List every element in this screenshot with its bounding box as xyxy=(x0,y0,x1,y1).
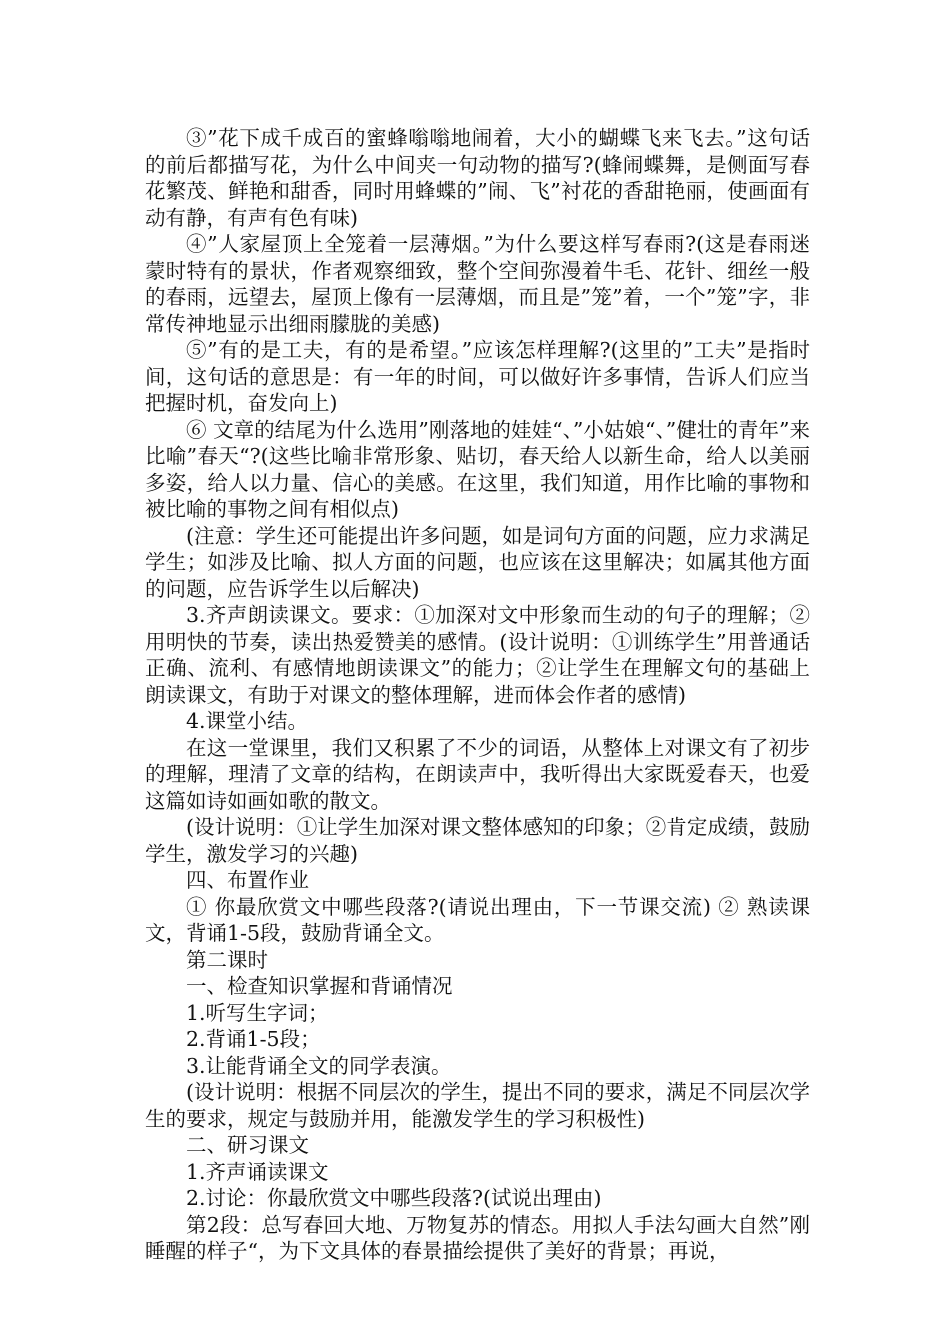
paragraph-summary-design-note: (设计说明：①让学生加深对课文整体感知的印象；②肯定成绩，鼓励学生，激发学习的兴趣) xyxy=(145,815,810,866)
paragraph-bee-butterfly-question: ③”花下成千成百的蜜蜂嗡嗡地闹着，大小的蝴蝶飞来飞去。”这句话的前后都描写花，为什么中间夹一句动物的描写?(蜂闹蝶舞，是侧面写春花繁茂、鲜艳和甜香，同时用蜂蝶的”闹、飞”衬花的香甜艳丽，使画面有动有静，有声有色有味) xyxy=(145,126,810,230)
section-heading-review: 一、检查知识掌握和背诵情况 xyxy=(186,974,453,998)
paragraph-section-two-analysis: 第2段：总写春回大地、万物复苏的情态。用拟人手法勾画大自然”刚睡醒的样子“，为下文具体的春景描绘提供了美好的背景；再说， xyxy=(145,1212,810,1263)
section-heading-study-text: 二、研习课文 xyxy=(186,1133,309,1157)
paragraph-ending-metaphor-question: ⑥ 文章的结尾为什么选用”刚落地的娃娃“、”小姑娘“、”健壮的青年”来比喻”春天“?(这些比喻非常形象、贴切，春天给人以新生命，给人以美丽多姿，给人以力量、信心的美感。在这里，我们知道，用作比喻的事物和被比喻的事物之间有相似点) xyxy=(145,417,810,521)
paragraph-homework-items: ① 你最欣赏文中哪些段落?(请说出理由，下一节课交流) ② 熟读课文，背诵1-5段，鼓励背诵全文。 xyxy=(145,894,810,945)
section-heading-homework: 四、布置作业 xyxy=(186,868,309,892)
document-body xyxy=(145,125,810,1265)
paragraph-time-hope-question: ⑤”有的是工夫，有的是希望。”应该怎样理解?(这里的”工夫”是指时间，这句话的意思是：有一年的时间，可以做好许多事情，告诉人们应当把握时机，奋发向上) xyxy=(145,338,810,415)
lesson-heading-second: 第二课时 xyxy=(186,947,268,972)
list-item-recite-together: 1.齐声诵读课文 xyxy=(186,1159,329,1184)
paragraph-read-aloud-task: 3.齐声朗读课文。要求：①加深对文中形象而生动的句子的理解；②用明快的节奏，读出热爱赞美的感情。(设计说明：①训练学生”用普通话正确、流利、有感情地朗读课文”的能力；②让学生在理解文句的基础上朗读课文，有助于对课文的整体理解，进而体会作者的感情) xyxy=(145,603,810,707)
paragraph-class-summary-heading: 4.课堂小结。 xyxy=(186,709,309,733)
paragraph-review-design-note: (设计说明：根据不同层次的学生，提出不同的要求，满足不同层次学生的要求，规定与鼓励并用，能激发学生的学习积极性) xyxy=(145,1080,810,1131)
paragraph-teacher-note: (注意：学生还可能提出许多问题，如是词句方面的问题，应力求满足学生；如涉及比喻、拟人方面的问题，也应该在这里解决；如属其他方面的问题，应告诉学生以后解决) xyxy=(145,523,810,601)
paragraph-spring-rain-question: ④”人家屋顶上全笼着一层薄烟。”为什么要这样写春雨?(这是春雨迷蒙时特有的景状，作者观察细致，整个空间弥漫着牛毛、花针、细丝一般的春雨，远望去，屋顶上像有一层薄烟，而且是”笼”着，一个”笼”字，非常传神地显示出细雨朦胧的美感) xyxy=(145,232,810,336)
list-item-perform: 3.让能背诵全文的同学表演。 xyxy=(186,1053,452,1078)
list-item-dictation: 1.听写生字词； xyxy=(186,1000,329,1025)
list-item-discussion: 2.讨论：你最欣赏文中哪些段落?(试说出理由) xyxy=(186,1186,602,1210)
list-item-recite: 2.背诵1-5段； xyxy=(186,1027,321,1051)
paragraph-class-summary: 在这一堂课里，我们又积累了不少的词语，从整体上对课文有了初步的理解，理清了文章的结构，在朗读声中，我听得出大家既爱春天，也爱这篇如诗如画如歌的散文。 xyxy=(145,735,810,813)
